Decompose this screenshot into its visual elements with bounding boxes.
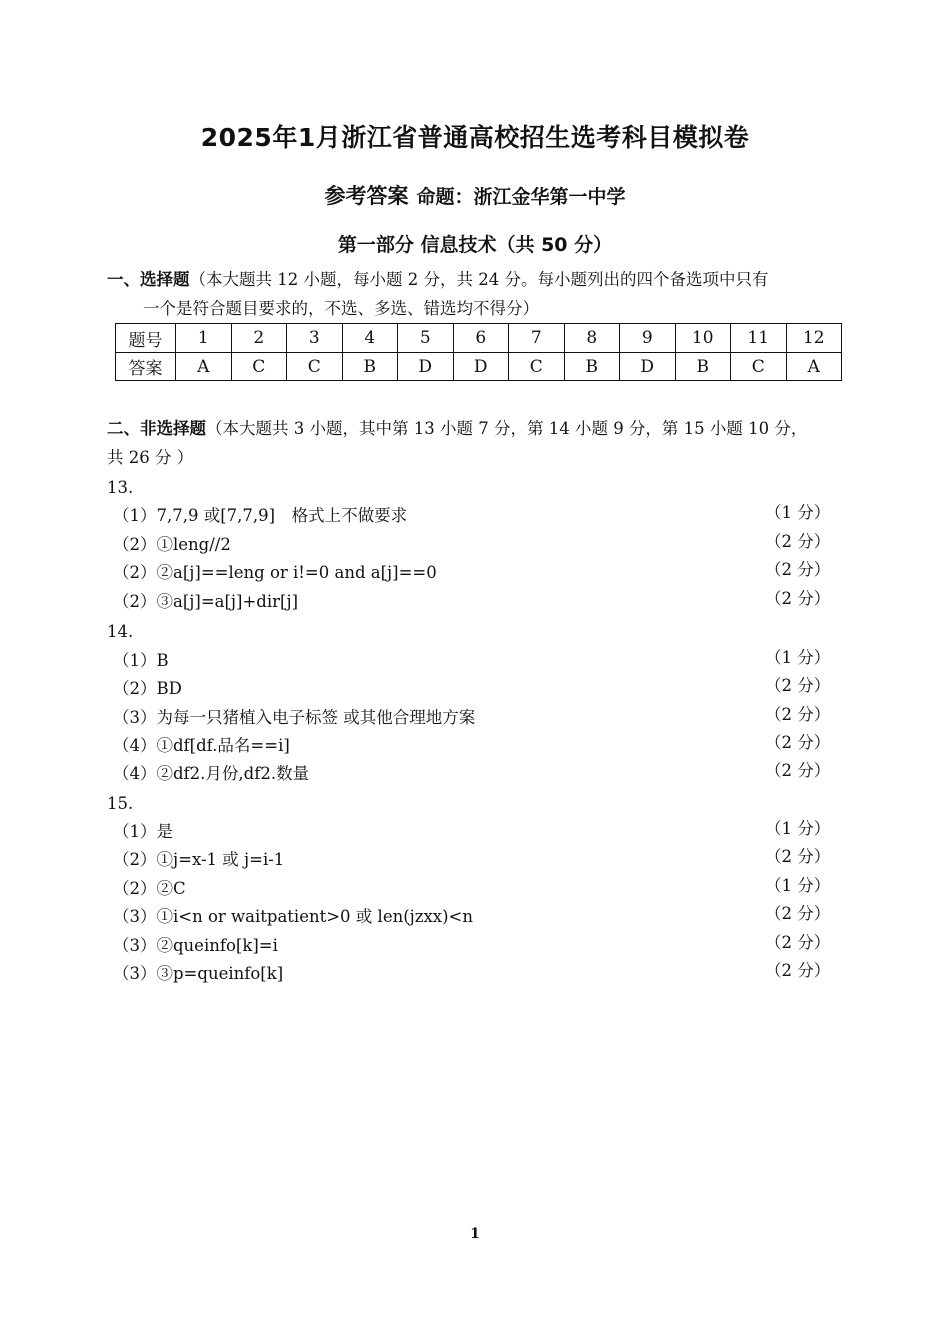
answer-text: （4）②df2.月份,df2.数量 [113,764,310,783]
answer-text: （3）①i<n or waitpatient>0 或 len(jzxx)<n [113,907,473,926]
question-number-cell: 6 [453,324,509,353]
answer-text: （1）B [113,651,169,670]
answer-cell: D [398,353,454,381]
question-number-cell: 8 [564,324,620,353]
points-label: （2 分） [765,560,831,579]
answer-text: （1）7,7,9 或[7,7,9] 格式上不做要求 [113,506,408,525]
section1-desc-line1: （本大题共 12 小题，每小题 2 分，共 24 分。每小题列出的四个备选项中只有 [189,270,769,289]
points-label: （2 分） [765,933,831,952]
answer-cell: A [176,353,232,381]
question-label: 14. [107,622,134,641]
part-heading: 第一部分 信息技术（共 50 分） [337,234,613,256]
answer-cell: A [786,353,842,381]
question-number-cell: 9 [620,324,676,353]
answer-cell: D [620,353,676,381]
answer-text: （2）BD [113,679,182,698]
question-number-cell: 10 [675,324,731,353]
question-number-cell: 12 [786,324,842,353]
section1-desc-line2: 一个是符合题目要求的，不选、多选、错选均不得分） [143,299,539,318]
points-label: （2 分） [765,589,831,608]
question-label: 15. [107,794,134,813]
points-label: （2 分） [765,733,831,752]
answer-text: （2）③a[j]=a[j]+dir[j] [113,592,299,611]
answer-cell: B [342,353,398,381]
question-number-cell: 3 [287,324,343,353]
row-label-answer: 答案 [116,353,176,381]
answer-line [113,676,831,702]
answer-line [113,904,831,930]
answer-line [113,761,831,787]
answer-cell: C [287,353,343,381]
points-label: （2 分） [765,847,831,866]
points-label: （2 分） [765,961,831,980]
answer-line [113,961,831,987]
question-number-cell: 1 [176,324,232,353]
answer-line [113,503,831,529]
answer-text: （3）为每一只猪植入电子标签 或其他合理地方案 [113,708,476,727]
answer-line [113,560,831,586]
answer-cell: B [564,353,620,381]
answer-line [113,847,831,873]
answer-cell: C [231,353,287,381]
section2-heading: 二、非选择题 [107,419,206,438]
points-label: （1 分） [765,648,831,667]
points-label: （2 分） [765,904,831,923]
answer-cell: C [509,353,565,381]
section1-heading: 一、选择题 [107,270,190,289]
question-number-row [116,324,842,353]
answer-cell: D [453,353,509,381]
points-label: （2 分） [765,532,831,551]
row-label-question: 题号 [116,324,176,353]
question-number-cell: 2 [231,324,287,353]
points-label: （2 分） [765,676,831,695]
answer-text: （1）是 [113,822,173,841]
section2-desc-line2: 共 26 分 ） [107,448,194,467]
answer-text: （3）②queinfo[k]=i [113,936,278,955]
question-label: 13. [107,478,134,497]
author-label: 命题：浙江金华第一中学 [416,186,626,208]
answer-table [115,323,842,381]
question-number-cell: 11 [731,324,787,353]
answer-row [116,353,842,381]
section1-description [107,265,852,323]
points-label: （2 分） [765,705,831,724]
answer-text: （3）③p=queinfo[k] [113,964,284,983]
answer-line [113,532,831,558]
points-label: （2 分） [765,761,831,780]
answer-text: （2）②a[j]==leng or i!=0 and a[j]==0 [113,563,437,582]
answer-line [113,589,831,615]
answer-line [113,705,831,731]
question-number-cell: 4 [342,324,398,353]
answer-cell: B [675,353,731,381]
section2-description [107,414,852,472]
answer-line [113,819,831,845]
answer-text: （2）①leng//2 [113,535,231,554]
points-label: （1 分） [765,503,831,522]
page-number: 1 [470,1226,480,1242]
document-title: 2025年1月浙江省普通高校招生选考科目模拟卷 [200,123,750,152]
answer-cell: C [731,353,787,381]
answer-line [113,876,831,902]
question-number-cell: 5 [398,324,454,353]
document-subtitle [0,180,950,210]
answer-text: （2）②C [113,879,186,898]
answer-line [113,933,831,959]
answer-text: （4）①df[df.品名==i] [113,736,290,755]
section2-desc-line1: （本大题共 3 小题，其中第 13 小题 7 分，第 14 小题 9 分，第 15 小题 10 分， [206,419,808,438]
answer-key-label: 参考答案 [324,184,409,208]
answer-line [113,733,831,759]
question-number-cell: 7 [509,324,565,353]
points-label: （1 分） [765,819,831,838]
points-label: （1 分） [765,876,831,895]
answer-line [113,648,831,674]
answer-text: （2）①j=x-1 或 j=i-1 [113,850,285,869]
